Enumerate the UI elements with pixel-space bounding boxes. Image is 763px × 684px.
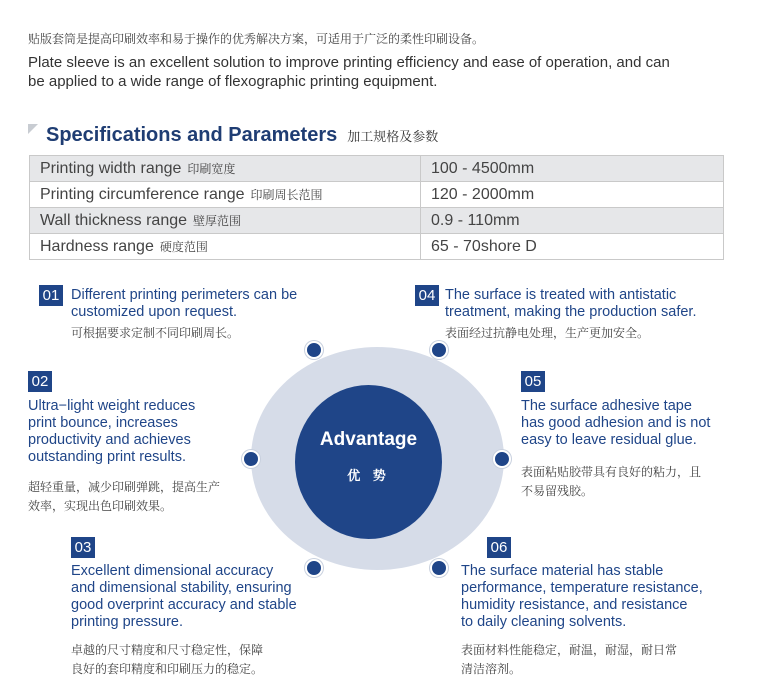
feature-04 xyxy=(415,285,696,343)
feature-06 xyxy=(461,537,736,679)
feature-description-english: Excellent dimensional accuracy and dimensional stability, ensuring good overprint accuracy and stable printing pressure. xyxy=(71,563,297,630)
spec-label: Wall thickness range 壁厚范围 xyxy=(30,208,421,234)
intro-chinese: 贴版套筒是提高印刷效率和易于操作的优秀解决方案，可适用于广泛的柔性印刷设备。 xyxy=(28,32,485,46)
ring-dot-icon xyxy=(493,450,511,468)
feature-05 xyxy=(521,371,736,501)
feature-description-chinese: 超轻重量，减少印刷弹跳，提高生产 效率，实现出色印刷效果。 xyxy=(28,480,221,513)
ring-dot-icon xyxy=(305,341,323,359)
table-row xyxy=(30,234,724,260)
ring-dot-icon xyxy=(430,559,448,577)
ring-dot-icon xyxy=(430,341,448,359)
spec-table xyxy=(29,155,724,260)
spec-value: 120 - 2000mm xyxy=(421,182,724,208)
intro-english xyxy=(28,53,748,91)
table-row xyxy=(30,182,724,208)
feature-number: 03 xyxy=(71,537,95,558)
corner-decoration-icon xyxy=(28,124,38,134)
advantage-title-english: Advantage xyxy=(319,428,418,450)
spec-value: 65 - 70shore D xyxy=(421,234,724,260)
spec-heading xyxy=(30,124,438,147)
advantage-center-circle xyxy=(295,385,442,539)
feature-description-chinese: 表面粘贴胶带具有良好的粘力，且 不易留残胶。 xyxy=(521,465,702,498)
feature-description-english: The surface material has stable performance, temperature resistance, humidity resistance, and resistance to daily cleaning solvents. xyxy=(461,563,703,630)
feature-description-english: Different printing perimeters can be customized upon request. xyxy=(71,287,298,320)
feature-description-chinese: 表面材料性能稳定，耐温，耐湿，耐日常 清洁溶剂。 xyxy=(461,643,678,676)
spec-value: 100 - 4500mm xyxy=(421,156,724,182)
spec-title-chinese: 加工规格及参数 xyxy=(347,130,439,145)
feature-01 xyxy=(39,285,297,343)
table-row xyxy=(30,156,724,182)
advantage-title-chinese: 优 势 xyxy=(347,468,390,484)
feature-number: 06 xyxy=(487,537,511,558)
intro xyxy=(28,30,748,91)
feature-description-english: Ultra−light weight reduces print bounce, increases productivity and achieves outstanding print results. xyxy=(28,398,196,465)
feature-number: 02 xyxy=(28,371,52,392)
spec-label: Printing width range 印刷宽度 xyxy=(30,156,421,182)
feature-number: 04 xyxy=(415,285,439,306)
intro-english-line2: be applied to a wide range of flexographic printing equipment. xyxy=(28,73,438,90)
table-row xyxy=(30,208,724,234)
spec-value: 0.9 - 110mm xyxy=(421,208,724,234)
ring-dot-icon xyxy=(242,450,260,468)
feature-number: 01 xyxy=(39,285,63,306)
spec-label: Printing circumference range 印刷周长范围 xyxy=(30,182,421,208)
spec-title-english: Specifications and Parameters xyxy=(46,124,338,146)
feature-number: 05 xyxy=(521,371,545,392)
feature-description-chinese: 卓越的尺寸精度和尺寸稳定性，保障 良好的套印精度和印刷压力的稳定。 xyxy=(71,643,264,676)
intro-english-line1: Plate sleeve is an excellent solution to improve printing efficiency and ease of operation, and can xyxy=(28,54,670,71)
feature-description-english: The surface is treated with antistatic treatment, making the production safer. xyxy=(445,287,697,320)
feature-description-chinese: 表面经过抗静电处理，生产更加安全。 xyxy=(445,326,650,340)
feature-02 xyxy=(28,371,243,516)
feature-description-chinese: 可根据要求定制不同印刷周长。 xyxy=(71,326,240,340)
feature-03 xyxy=(71,537,331,679)
feature-description-english: The surface adhesive tape has good adhesion and is not easy to leave residual glue. xyxy=(521,398,711,448)
spec-label: Hardness range 硬度范围 xyxy=(30,234,421,260)
